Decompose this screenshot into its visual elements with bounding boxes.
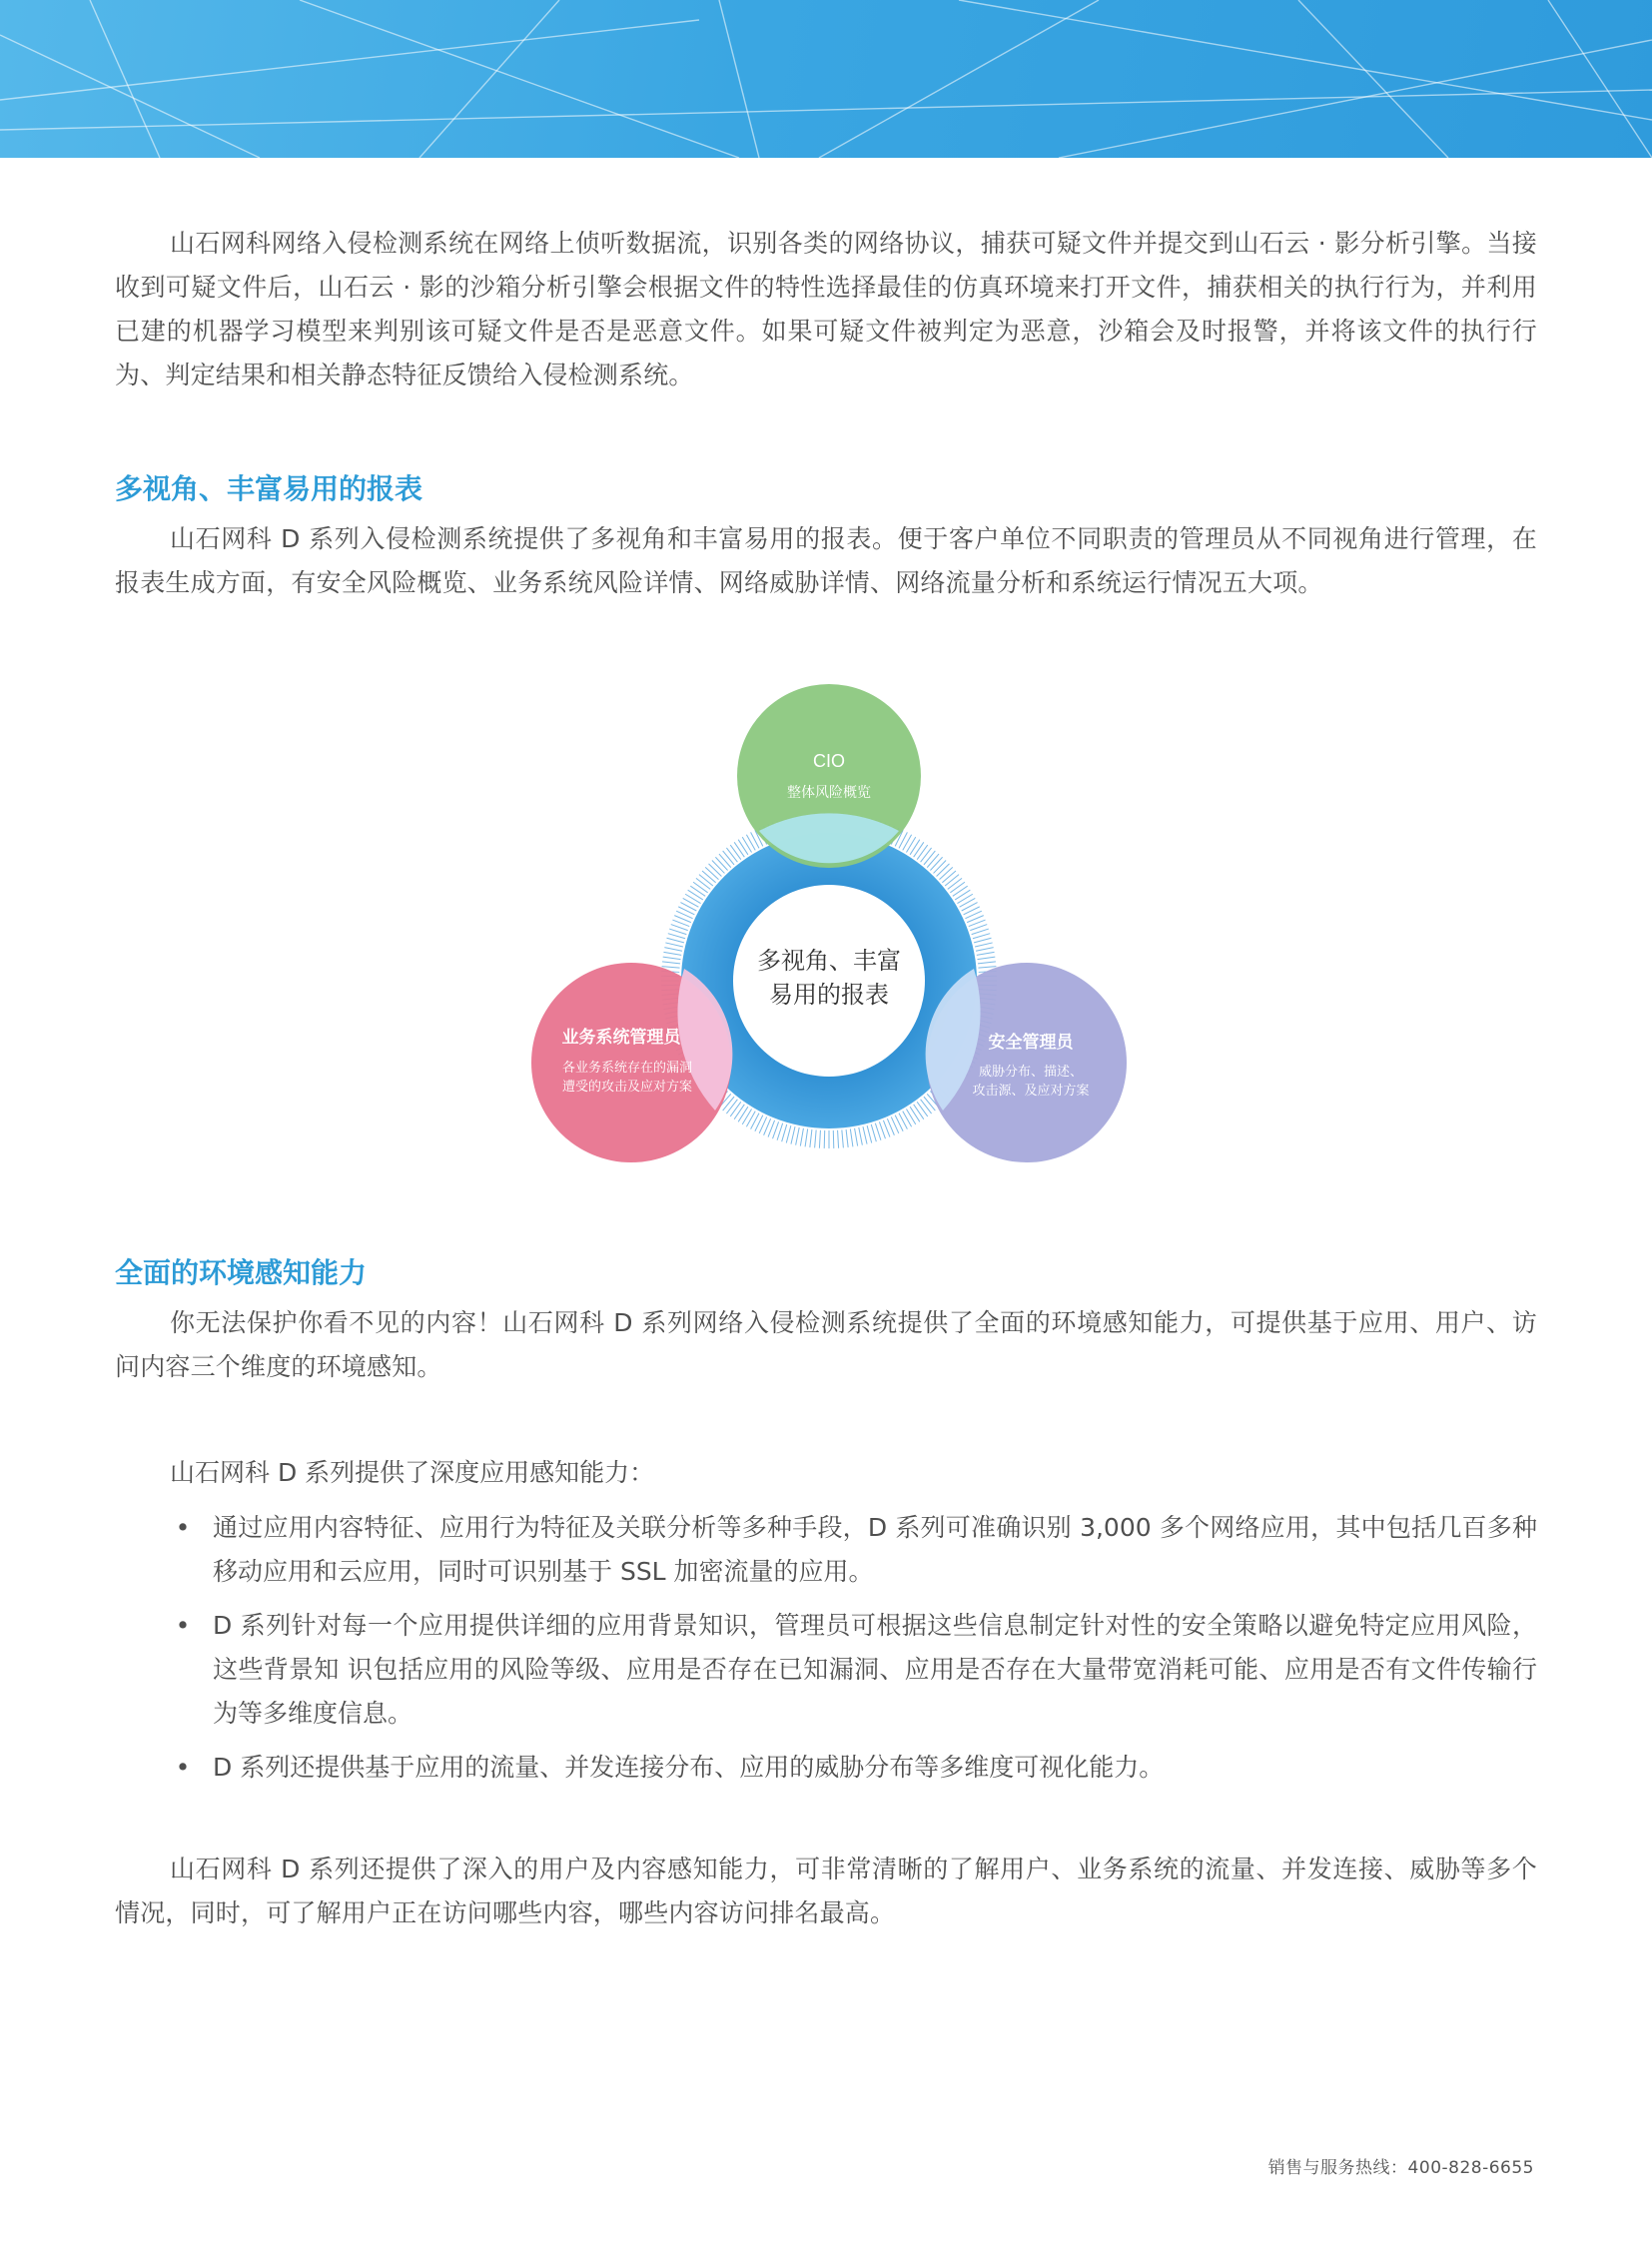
ring-tick <box>777 1123 783 1140</box>
ring-tick <box>690 886 705 896</box>
ring-tick <box>974 938 991 943</box>
ring-tick <box>786 1125 791 1142</box>
ring-tick <box>910 840 920 855</box>
ring-tick <box>917 845 928 860</box>
paragraph-app-awareness-intro: 山石网科 D 系列提供了深度应用感知能力： <box>170 1458 655 1487</box>
ring-tick <box>824 1130 825 1148</box>
list-item-text: D 系列还提供基于应用的流量、并发连接分布、应用的威胁分布等多维度可视化能力。 <box>213 1753 1165 1782</box>
ring-tick <box>903 1112 912 1127</box>
ring-tick <box>782 1124 787 1141</box>
ring-tick <box>906 837 915 852</box>
ring-tick <box>833 1130 834 1148</box>
reports-diagram <box>519 671 1139 1180</box>
ring-tick <box>978 967 996 969</box>
ring-tick <box>665 943 683 947</box>
ring-tick <box>734 842 744 857</box>
ring-tick <box>699 875 713 886</box>
list-item <box>115 1746 1537 1790</box>
cio-title: CIO <box>812 751 846 771</box>
diagram-svg <box>519 671 1139 1180</box>
bullet-dot: • <box>175 1513 191 1542</box>
ring-tick <box>751 1114 759 1129</box>
bullet-dot: • <box>175 1611 191 1640</box>
list-item <box>115 1506 1537 1594</box>
ring-tick <box>917 1102 928 1117</box>
ring-tick <box>940 867 953 879</box>
ring-tick <box>906 1109 915 1123</box>
ring-tick <box>899 1114 907 1129</box>
ring-tick <box>738 840 748 855</box>
list-item-text: 通过应用内容特征、应用行为特征及关联分析等多种手段，D 系列可准确识别 3,000 多个网络应用，其中包括几百多种移动应用和云应用，同时可识别基于 SSL 加密流量的应用。 <box>213 1513 1537 1586</box>
ring-tick <box>850 1128 853 1146</box>
diagram-center-line1: 多视角、丰富 <box>757 947 901 975</box>
ring-tick <box>810 1129 812 1147</box>
ring-tick <box>842 1129 844 1147</box>
ring-tick <box>669 929 686 935</box>
list-item-text: D 系列针对每一个应用提供详细的应用背景知识，管理员可根据这些信息制定针对性的安全策略以避免特定应用风险，这些背景知 识包括应用的风险等级、应用是否存在已知漏洞、应用是否存在大量带宽消耗可能、应用是否有文件传输行为等多维度信息。 <box>213 1611 1537 1728</box>
ring-tick <box>948 878 962 889</box>
ring-tick <box>957 894 972 903</box>
ring-tick <box>709 864 722 877</box>
sec-admin-desc-1: 威胁分布、描述、 <box>978 1065 1084 1080</box>
ring-tick <box>875 1123 881 1140</box>
ring-tick <box>819 1130 820 1148</box>
ring-tick <box>977 952 995 955</box>
ring-tick <box>746 835 755 851</box>
ring-tick <box>960 898 976 907</box>
heading-awareness: 全面的环境感知能力 <box>115 1256 368 1289</box>
ring-tick <box>921 1100 932 1114</box>
ring-tick <box>855 1128 858 1146</box>
ring-tick <box>977 957 995 960</box>
ring-tick <box>805 1128 808 1146</box>
ring-tick <box>668 934 685 939</box>
ring-tick <box>972 929 989 935</box>
ring-tick <box>950 882 965 893</box>
ring-tick <box>696 878 710 889</box>
ring-tick <box>662 967 680 969</box>
ring-tick <box>667 938 684 943</box>
paragraph-reports: 山石网科 D 系列入侵检测系统提供了多视角和丰富易用的报表。便于客户单位不同职责的管理员从不同视角进行管理，在报表生成方面，有安全风险概览、业务系统风险详情、网络威胁详情、网络流量分析和系统运行情况五大项。 <box>115 524 1537 597</box>
ring-tick <box>930 857 942 870</box>
ring-tick <box>924 1097 935 1111</box>
ring-tick <box>726 1100 737 1114</box>
ring-tick <box>846 1129 848 1147</box>
sec-admin-desc-2: 攻击源、及应对方案 <box>972 1084 1090 1099</box>
ring-tick <box>978 962 996 964</box>
ring-tick <box>937 864 950 877</box>
heading-reports: 多视角、丰富易用的报表 <box>115 472 423 505</box>
ring-tick <box>751 832 759 848</box>
biz-admin-title: 业务系统管理员 <box>561 1028 681 1048</box>
ring-tick <box>680 903 696 911</box>
ring-tick <box>955 890 970 900</box>
ring-tick <box>730 1102 741 1117</box>
paragraph-awareness: 你无法保护你看不见的内容！山石网科 D 系列网络入侵检测系统提供了全面的环境感知能力，可提供基于应用、用户、访问内容三个维度的环境感知。 <box>115 1308 1537 1381</box>
ring-tick <box>871 1124 876 1141</box>
biz-admin-desc-1: 各业务系统存在的漏洞 <box>561 1061 693 1076</box>
ring-tick <box>859 1127 863 1145</box>
ring-tick <box>734 1105 744 1120</box>
ring-tick <box>899 832 907 848</box>
ring-tick <box>685 894 700 903</box>
ring-tick <box>796 1127 800 1145</box>
ring-tick <box>683 898 699 907</box>
ring-tick <box>962 903 978 911</box>
biz-admin-desc-2: 遭受的攻击及应对方案 <box>561 1080 693 1095</box>
ring-tick <box>693 882 708 893</box>
ring-tick <box>702 871 716 883</box>
ring-tick <box>664 948 682 952</box>
sec-admin-title: 安全管理员 <box>988 1033 1074 1053</box>
ring-tick <box>942 871 956 883</box>
banner-lines <box>0 0 1652 158</box>
ring-tick <box>715 857 727 870</box>
diagram-center-line2: 易用的报表 <box>769 981 889 1009</box>
ring-tick <box>705 867 718 879</box>
ring-tick <box>973 934 990 939</box>
ring-tick <box>719 854 731 868</box>
ring-tick <box>921 848 932 862</box>
ring-tick <box>746 1112 755 1127</box>
ring-tick <box>914 1105 924 1120</box>
ring-tick <box>927 854 939 868</box>
ring-tick <box>953 886 968 896</box>
ring-tick <box>914 842 924 857</box>
cio-desc: 整体风险概览 <box>787 785 871 801</box>
ring-tick <box>712 861 725 874</box>
paragraph-user-content: 山石网科 D 系列还提供了深入的用户及内容感知能力，可非常清晰的了解用户、业务系统的流量、并发连接、威胁等多个情况，同时，可了解用户正在访问哪些内容，哪些内容访问排名最高。 <box>115 1855 1537 1927</box>
footer-hotline: 销售与服务热线：400-828-6655 <box>1267 2158 1534 2178</box>
ring-tick <box>934 861 947 874</box>
ring-tick <box>791 1126 795 1144</box>
bullet-dot: • <box>175 1753 191 1782</box>
ring-tick <box>903 835 912 851</box>
ring-tick <box>663 952 681 955</box>
ring-tick <box>688 890 703 900</box>
ring-tick <box>742 837 751 852</box>
paragraph-sandbox: 山石网科网络入侵检测系统在网络上侦听数据流，识别各类的网络协议，捕获可疑文件并提交到山石云 · 影分析引擎。当接收到可疑文件后，山石云 · 影的沙箱分析引擎会根据文件的特性选择最佳的仿真环境来打开文件，捕获相关的执行行为，并利用已建的机器学习模型来判别该可疑文件是否是恶意文件。如果可疑文件被判定为恶意，沙箱会及时报警，并将该文件的执行行为、判定结果和相关静态特征反馈给入侵检测系统。 <box>115 229 1537 389</box>
ring-tick <box>924 851 935 865</box>
ring-tick <box>800 1128 803 1146</box>
ring-tick <box>815 1129 817 1147</box>
ring-tick <box>742 1109 751 1123</box>
list-item <box>115 1604 1537 1736</box>
ring-tick <box>976 948 994 952</box>
ring-tick <box>730 845 741 860</box>
ring-tick <box>867 1125 872 1142</box>
ring-tick <box>663 957 681 960</box>
ring-tick <box>975 943 993 947</box>
ring-tick <box>838 1130 839 1148</box>
feature-list <box>115 1506 1537 1800</box>
ring-tick <box>863 1126 867 1144</box>
ring-tick <box>723 851 734 865</box>
ring-tick <box>738 1107 748 1121</box>
ring-tick <box>726 848 737 862</box>
ring-tick <box>910 1107 920 1121</box>
ring-tick <box>945 875 959 886</box>
header-banner <box>0 0 1652 158</box>
ring-tick <box>723 1097 734 1111</box>
ring-tick <box>662 962 680 964</box>
